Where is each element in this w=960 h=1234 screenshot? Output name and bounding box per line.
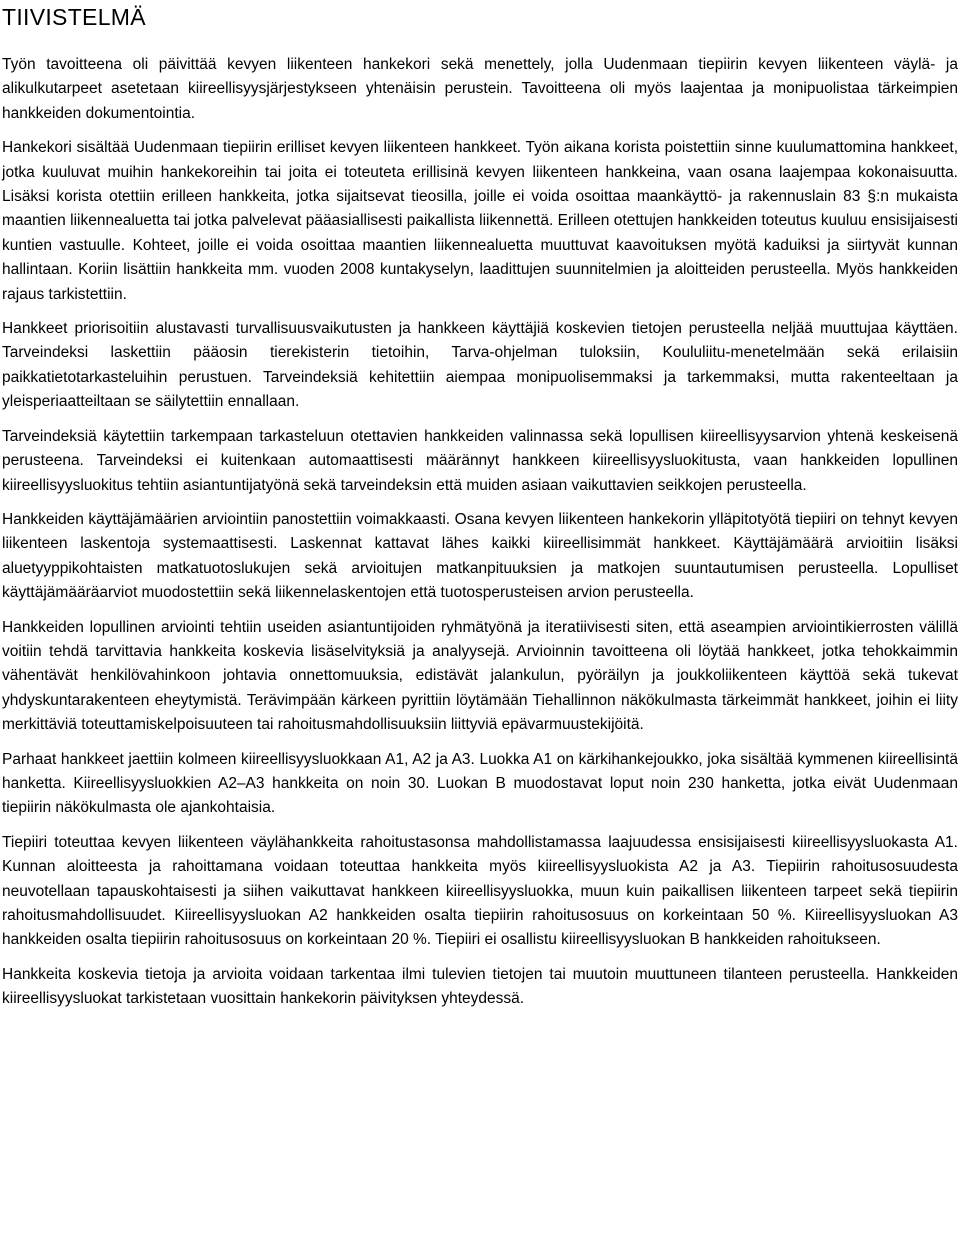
paragraph-prioritization: Hankkeet priorisoitiin alustavasti turvallisuusvaikutusten ja hankkeen käyttäjiä koskevien tietojen perusteella neljää muuttujaa käyttäen. Tarveindeksi laskettiin pääosin tierekisterin tietoihin, Tarva-ohjelman tuloksiin, Koululiitu-menetelmään sekä erilaisiin paikkatietotarkasteluihin perustuen. Tarveindeksiä kehitettiin aiempaa monipuolisemmaksi ja tarkemmaksi, mutta rakenteeltaan ja yleisperiaatteiltaan se säilytettiin ennallaan. [2, 320, 958, 411]
paragraph-project-basket: Hankekori sisältää Uudenmaan tiepiirin erilliset kevyen liikenteen hankkeet. Työn aikana korista poistettiin sinne kuulumattomina hankkeet, jotka kuuluvat muihin hankekoreihin tai joita ei toteuteta erillisinä kevyen liikenteen hankkeina, vaan osana laajempaa kokonaisuutta. Lisäksi korista otettiin erilleen hankkeita, jotka sijaitsevat tieosilla, joille ei voida osoittaa maankäyttö- ja rakennuslain 83 §:n mukaista maantien liikennealuetta tai jotka palvelevat pääasiallisesti paikallista liikennettä. Erilleen otettujen hankkeiden toteutus kuuluu ensisijaisesti kuntien vastuulle. Kohteet, joille ei voida osoittaa maantien liikennealuetta muuttuvat kaavoituksen myötä kaduiksi ja siirtyvät kunnan hallintaan. Koriin lisättiin hankkeita mm. vuoden 2008 kuntakyselyn, laadittujen suunnitelmien ja aloitteiden perusteella. Myös hankkeiden rajaus tarkistettiin. [2, 139, 958, 303]
paragraph-goal: Työn tavoitteena oli päivittää kevyen liikenteen hankekori sekä menettely, jolla Uudenmaan tiepiirin kevyen liikenteen väylä- ja alikulkutarpeet asetetaan kiireellisyysjärjestykseen yhtenäisin perustein. Tavoitteena oli myös laajentaa ja monipuolistaa tärkeimpien hankkeiden dokumentointia. [2, 56, 958, 122]
document-title: TIIVISTELMÄ [2, 4, 146, 30]
paragraph-need-index: Tarveindeksiä käytettiin tarkempaan tarkasteluun otettavien hankkeiden valinnassa sekä lopullisen kiireellisyysarvion yhtenä keskeisenä perusteena. Tarveindeksi ei kuitenkaan automaattisesti määrännyt hankkeen kiireellisyysluokitusta, vaan hankkeiden lopullinen kiireellisyysluokitus tehtiin asiantuntijatyönä sekä tarveindeksin että muiden asiaan vaikuttavien seikkojen perusteella. [2, 427, 958, 494]
paragraph-urgency-classes: Parhaat hankkeet jaettiin kolmeen kiireellisyysluokkaan A1, A2 ja A3. Luokka A1 on kärkihankejoukko, joka sisältää kymmenen kiireellisintä hanketta. Kiireellisyysluokkien A2–A3 hankkeita on noin 30. Luokan B muodostavat loput noin 230 hanketta, jotka eivät Uudenmaan tiepiirin näkökulmasta ole ajankohtaisia. [2, 750, 958, 817]
document-body [2, 53, 958, 1012]
paragraph-user-counts: Hankkeiden käyttäjämäärien arviointiin panostettiin voimakkaasti. Osana kevyen liikenteen hankekorin ylläpitotyötä tiepiiri on tehnyt kevyen liikenteen laskentoja systemaattisesti. Laskennat kattavat lähes kaikki kiireellisimmät hankkeet. Käyttäjämäärä arvioitiin lisäksi aluetyyppikohtaisten matkatuotoslukujen sekä arvioitujen matkanpituuksien ja matkojen suuntautumisen perusteella. Lopulliset käyttäjämääräarviot muodostettiin sekä liikennelaskentojen että tuotosperusteisen arvion perusteella. [2, 510, 958, 602]
paragraph-funding: Tiepiiri toteuttaa kevyen liikenteen väylähankkeita rahoitustasonsa mahdollistamassa laajuudessa ensisijaisesti kiireellisyysluokasta A1. Kunnan aloitteesta ja rahoittamana voidaan toteuttaa hankkeita myös kiireellisyysluokista A2 ja A3. Tiepiirin rahoitusosuudesta neuvotellaan tapauskohtaisesti ja siihen vaikuttavat hankkeen kiireellisyysluokka, muun kuin paikallisen liikenteen tarpeet sekä tiepiirin rahoitusmahdollisuudet. Kiireellisyysluokan A2 hankkeiden osalta tiepiirin rahoitusosuus on korkeintaan 50 %. Kiireellisyysluokan A3 hankkeiden osalta tiepiirin rahoitusosuus on korkeintaan 20 %. Tiepiiri ei osallistu kiireellisyysluokan B hankkeiden rahoitukseen. [2, 833, 958, 949]
paragraph-final-assessment: Hankkeiden lopullinen arviointi tehtiin useiden asiantuntijoiden ryhmätyönä ja iteratiivisesti siten, että aseampien arviointikierrosten välillä voitiin tehdä tarvittavia hankkeita koskevia lisäselvityksiä ja analyysejä. Arvioinnin tavoitteena oli löytää hankkeet, jotka tehokkaimmin vähentävät henkilövahinkoon johtavia onnettomuuksia, edistävät jalankulun, pyöräilyn ja joukkoliikenteen käyttöä sekä tukevat yhdyskuntarakenteen eheytymistä. Terävimpään kärkeen pyrittiin löytämään Tiehallinnon näkökulmasta tärkeimmät hankkeet, joihin ei liity merkittäviä toteuttamiskelpoisuuteen tai rahoitusmahdollisuuksiin liittyviä epävarmuustekijöitä. [2, 618, 958, 734]
paragraph-updates: Hankkeita koskevia tietoja ja arvioita voidaan tarkentaa ilmi tulevien tietojen tai muutoin muuttuneen tilanteen perusteella. Hankkeiden kiireellisyysluokat tarkistetaan vuosittain hankekorin päivityksen yhteydessä. [2, 965, 958, 1008]
